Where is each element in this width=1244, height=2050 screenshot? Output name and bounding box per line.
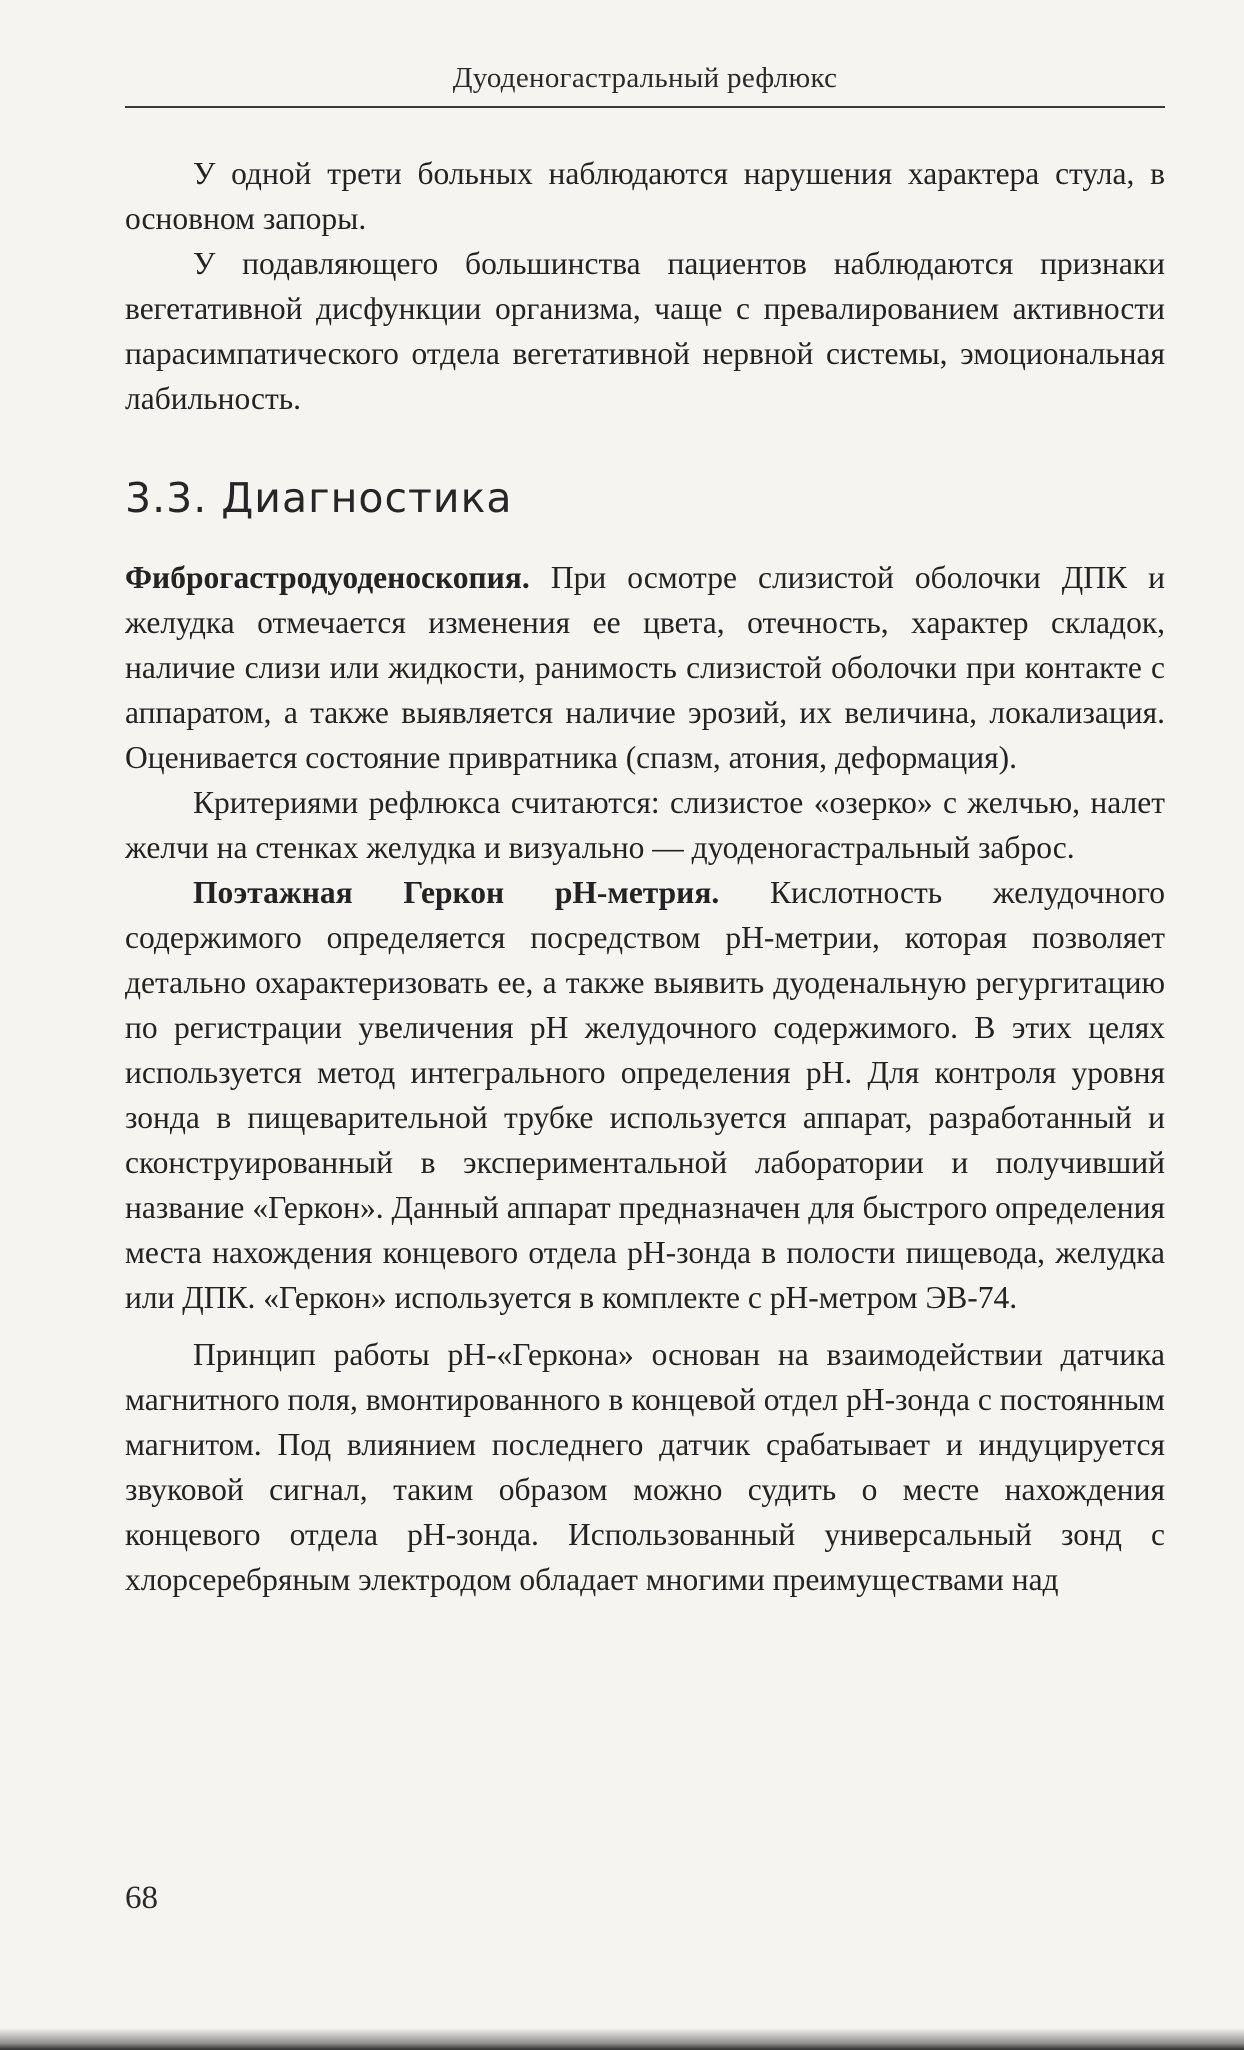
- paragraph-vegetative: У подавляющего большинства пациентов наблюдаются признаки вегетативной дисфункции организма, чаще с превалированием активности парасимпатического отдела вегетативной нервной системы, эмоциональная лабильность.: [125, 246, 1165, 416]
- gerkon-text: Кислотность желудочного содержимого определяется посредством рН-метрии, которая позволяет детально охарактеризовать ее, а также выявить дуоденальную регургитацию по регистрации увеличения рН желудочного содержимого. В этих целях используется метод интегрального определения рН. Для контроля уровня зонда в пищеварительной трубке используется аппарат, разработанный и сконструированный в экспериментальной лаборатории и получивший название «Геркон». Данный аппарат предназначен для быстрого определения места нахождения концевого отдела рН-зонда в полости пищевода, желудка или ДПК. «Геркон» используется в комплекте с рН-метром ЭВ-74.: [125, 875, 1165, 1315]
- running-header: Дуоденогастральный рефлюкс: [452, 62, 838, 94]
- header-rule: [125, 106, 1165, 108]
- paragraph-criteria: Критериями рефлюкса считаются: слизистое «озерко» с желчью, налет желчи на стенках желудка и визуально — дуоденогастральный заброс.: [125, 785, 1165, 865]
- intro-block: [125, 151, 1165, 421]
- gerkon-lead: Поэтажная Геркон рН-метрия.: [193, 875, 720, 910]
- fgds-lead: Фиброгастродуоденоскопия.: [125, 560, 530, 595]
- paragraph-fgds: [125, 555, 1165, 780]
- section-title: 3.3. Диагностика: [125, 474, 513, 522]
- paragraph-stool: У одной трети больных наблюдаются нарушения характера стула, в основном запоры.: [125, 156, 1165, 236]
- diagnostics-block: [125, 555, 1165, 1602]
- fgds-text: При осмотре слизистой оболочки ДПК и желудка отмечается изменения ее цвета, отечность, характер складок, наличие слизи или жидкости, ранимость слизистой оболочки при контакте с аппаратом, а также выявляется наличие эрозий, их величина, локализация. Оценивается состояние привратника (спазм, атония, деформация).: [125, 560, 1165, 775]
- scan-edge-shadow: [0, 2028, 1244, 2050]
- paragraph-gerkon: [125, 870, 1165, 1320]
- page-number: 68: [125, 1880, 158, 1916]
- paragraph-principle: Принцип работы рН-«Геркона» основан на взаимодействии датчика магнитного поля, вмонтированного в концевой отдел рН-зонда с постоянным магнитом. Под влиянием последнего датчик срабатывает и индуцируется звуковой сигнал, таким образом можно судить о месте нахождения концевого отдела рН-зонда. Использованный универсальный зонд с хлорсеребряным электродом обладает многими преимуществами над: [125, 1337, 1165, 1597]
